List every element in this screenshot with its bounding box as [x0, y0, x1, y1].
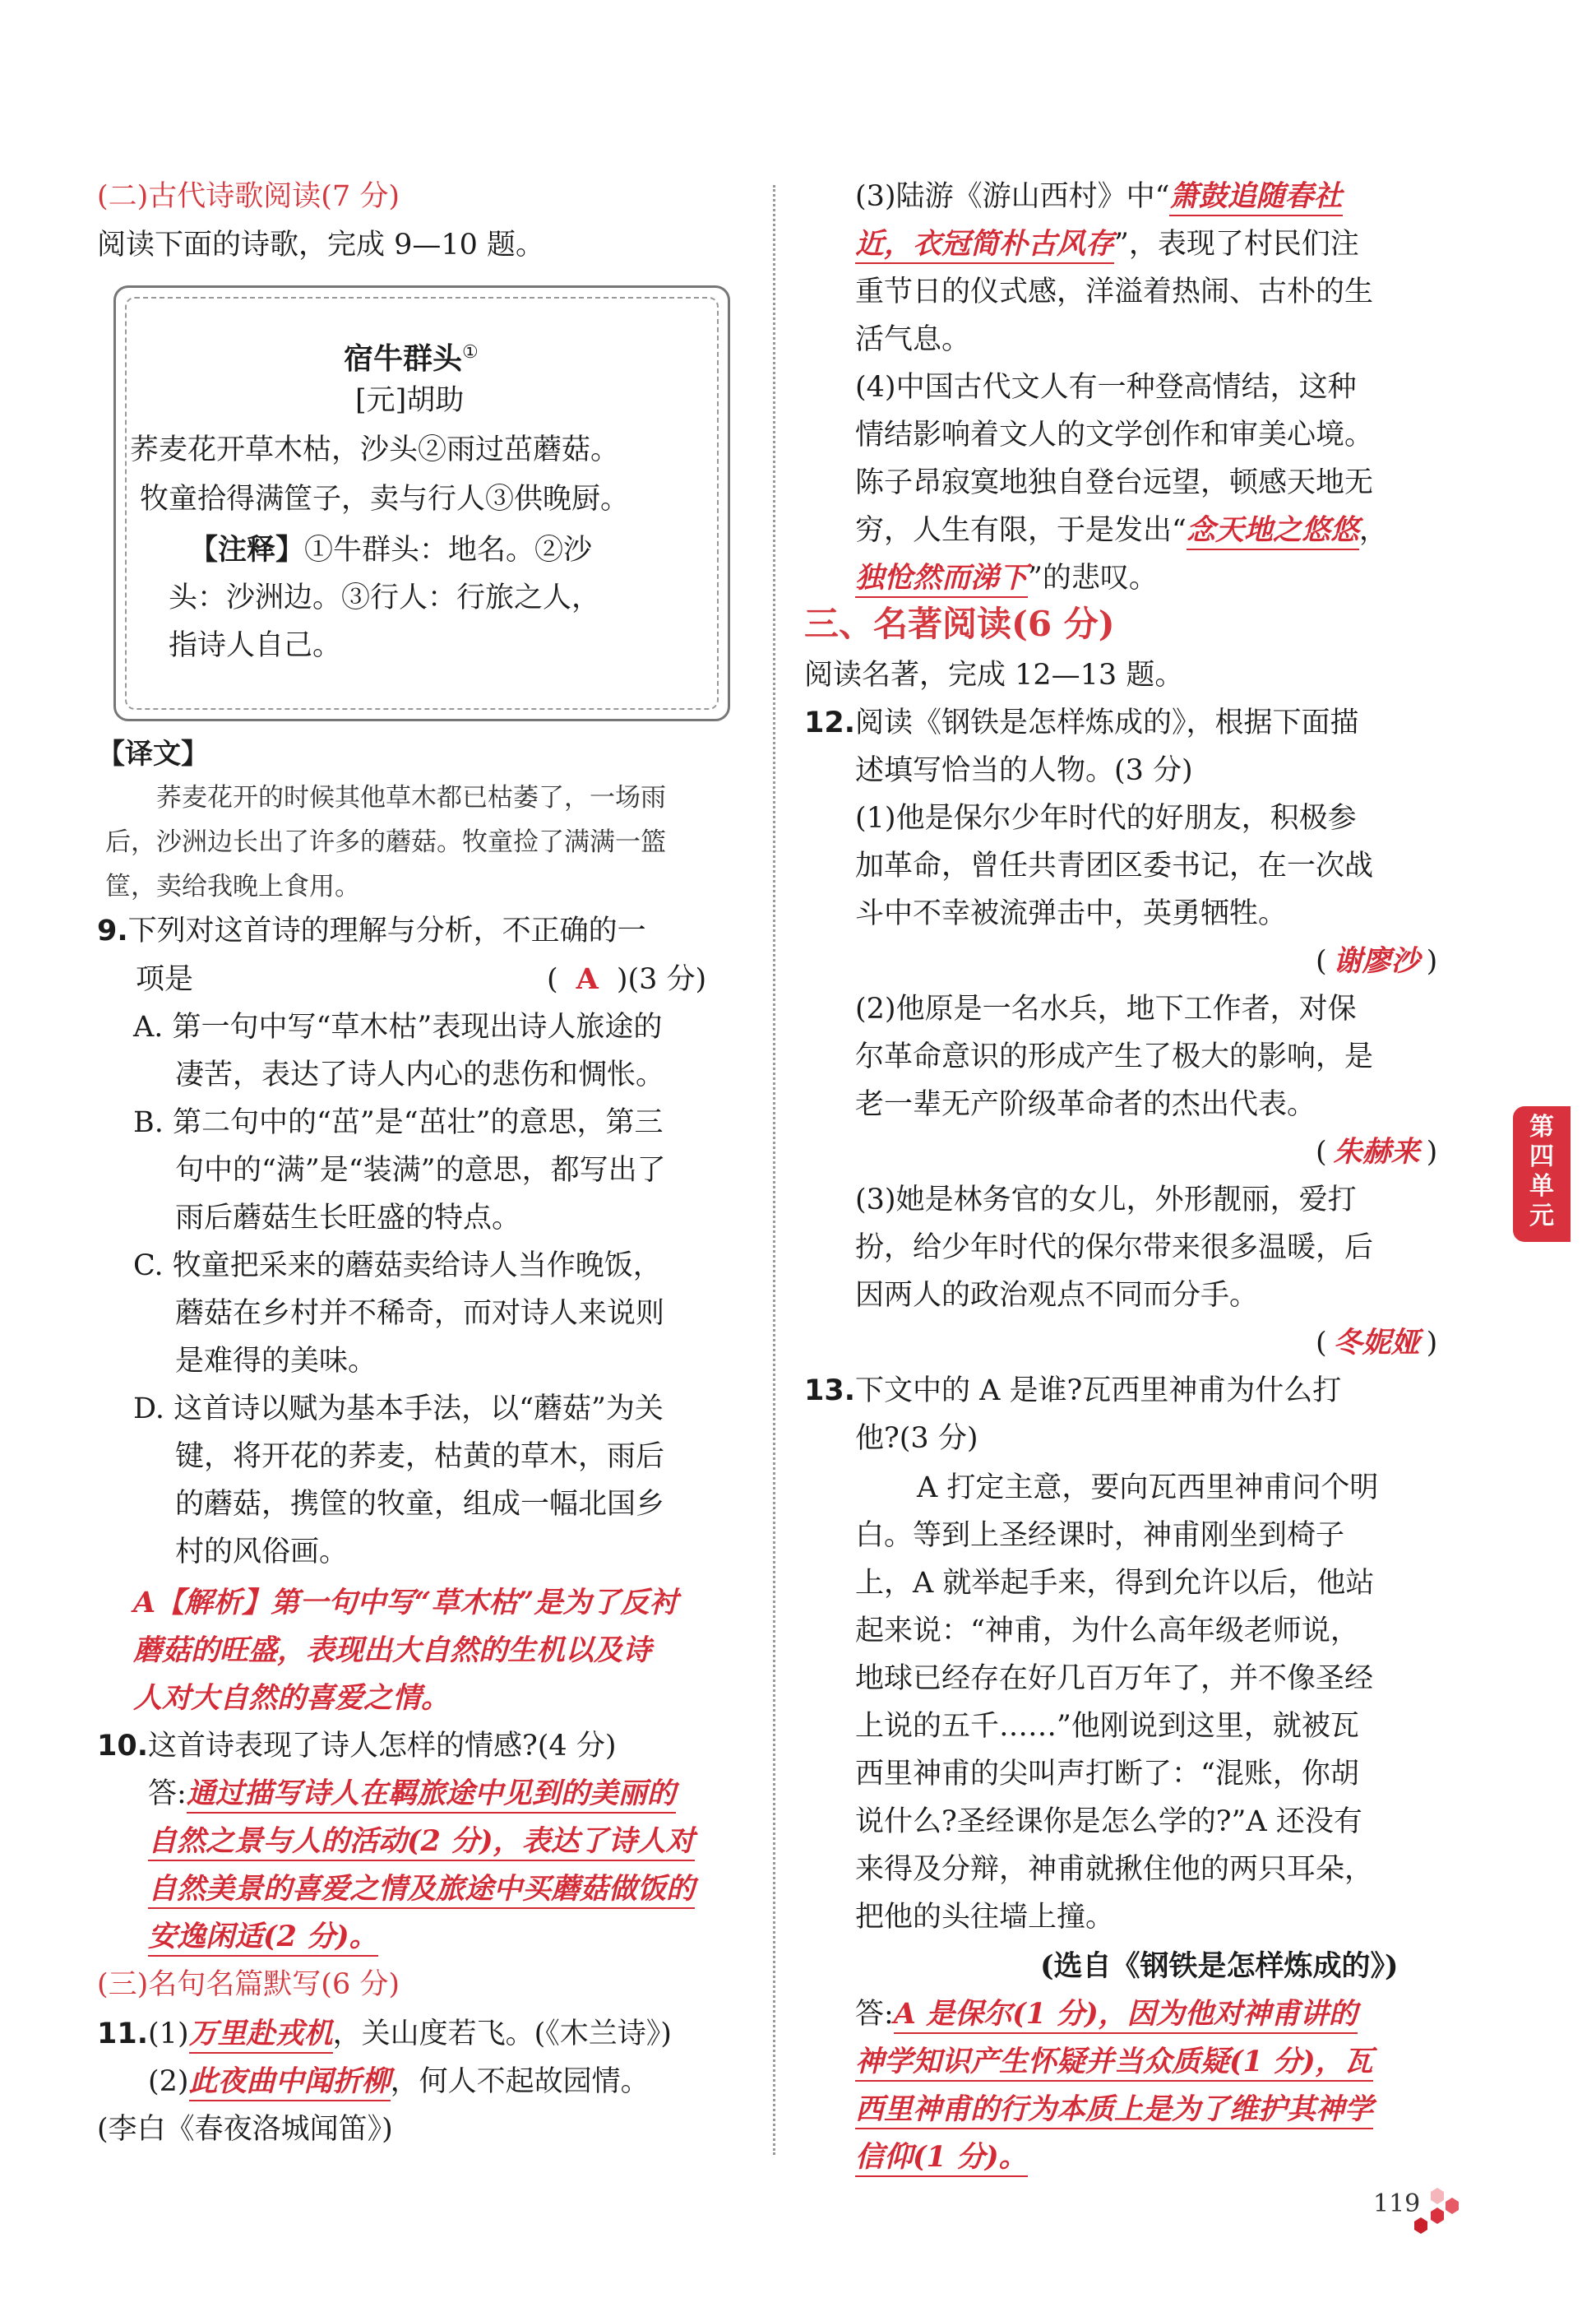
- answer-text: 独怆然而涕下: [855, 561, 1028, 598]
- poem-title-text: 宿牛群头: [344, 341, 463, 376]
- analysis: A【解析】第一句中写“草木枯”是为了反衬: [133, 1586, 678, 1619]
- tab-char: 第: [1529, 1113, 1554, 1142]
- page-number: 119: [1373, 2189, 1421, 2218]
- question-11: [97, 2014, 672, 2054]
- section-heading-main: 三、名著阅读(6 分): [804, 604, 1115, 644]
- poem-title-note: ①: [462, 342, 479, 363]
- question-11-3: [855, 225, 1359, 264]
- answer-label: 答:: [148, 1777, 187, 1810]
- question-text: ，何人不起故园情。: [390, 2065, 650, 2098]
- item-number: (1): [148, 2018, 189, 2050]
- paren: ): [1426, 1327, 1438, 1360]
- question-text: ”的悲叹。: [1028, 562, 1158, 595]
- passage-line: 说什么?圣经课你是怎么学的?”A 还没有: [855, 1805, 1362, 1838]
- question-number: 10.: [97, 1730, 149, 1763]
- item-text: (2)他原是一名水兵，地下工作者，对保: [855, 993, 1357, 1026]
- item-text: 斗中不幸被流弹击中，英勇牺牲。: [855, 897, 1288, 930]
- option-d: D. 这首诗以赋为基本手法，以“蘑菇”为关: [133, 1392, 664, 1425]
- answer-text: 安逸闲适(2 分)。: [148, 1920, 378, 1957]
- question-11-2: [148, 2062, 650, 2101]
- tab-char: 单: [1529, 1172, 1554, 1201]
- translation-label: 【译文】: [97, 738, 209, 771]
- item-text: 加革命，曾任共青团区委书记，在一次战: [855, 850, 1374, 883]
- question-text: 这首诗表现了诗人怎样的情感?(4 分): [148, 1730, 617, 1763]
- question-text: 述填写恰当的人物。(3 分): [855, 754, 1193, 787]
- passage-line: 西里神甫的尖叫声打断了：“混账，你胡: [855, 1758, 1359, 1791]
- question-10: [97, 1726, 617, 1766]
- item-text: (3)她是林务官的女儿，外形靓丽，爱打: [855, 1184, 1357, 1216]
- analysis: 人对大自然的喜爱之情。: [133, 1681, 451, 1715]
- answer-label: 答:: [855, 1998, 894, 2031]
- poem-note: [189, 530, 592, 570]
- question-number: 9.: [97, 915, 128, 947]
- poem-line: 牧童拾得满筐子，卖与行人③供晚厨。: [140, 483, 630, 516]
- question-number: 12.: [804, 706, 856, 739]
- answer-text: 自然之景与人的活动(2 分)，表达了诗人对: [148, 1824, 695, 1861]
- answer-line: [148, 1869, 695, 1909]
- option-text: 凄苦，表达了诗人内心的悲伤和惆怅。: [175, 1059, 665, 1091]
- passage-line: 白。等到上圣经课时，神甫刚坐到椅子: [855, 1519, 1345, 1552]
- answer-line: [855, 2042, 1373, 2082]
- instruction: 阅读下面的诗歌，完成 9—10 题。: [97, 229, 545, 262]
- column-divider: [773, 185, 775, 2155]
- answer-line: [855, 1994, 1358, 2034]
- question-text: 情结影响着文人的文学创作和审美心境。: [855, 419, 1374, 452]
- passage-line: 起来说：“神甫，为什么高年级老师说，: [855, 1615, 1359, 1647]
- item-text: 尔革命意识的形成产生了极大的影响，是: [855, 1040, 1374, 1073]
- answer-text: 信仰(1 分)。: [855, 2140, 1028, 2177]
- question-text: 项是: [136, 963, 194, 996]
- answer-line: [148, 1822, 695, 1861]
- poem-note: 头：沙洲边。③行人：行旅之人，: [169, 581, 601, 614]
- item-text: 因两人的政治观点不同而分手。: [855, 1279, 1259, 1312]
- answer-slot: [547, 960, 706, 999]
- question-number: 11.: [97, 2018, 149, 2050]
- unit-tab: [1513, 1106, 1571, 1242]
- question-text: (4)中国古代文人有一种登高情结，这种: [855, 371, 1357, 404]
- question-text: 他?(3 分): [855, 1422, 978, 1455]
- answer-text: 神学知识产生怀疑并当众质疑(1 分)，瓦: [855, 2045, 1373, 2082]
- answer-text: 谢廖沙: [1333, 944, 1420, 978]
- passage-line: A 打定主意，要向瓦西里神甫问个明: [917, 1471, 1379, 1504]
- option-c: C. 牧童把采来的蘑菇卖给诗人当作晚饭，: [133, 1249, 662, 1282]
- translation-line: 后，沙洲边长出了许多的蘑菇。牧童捡了满满一篮: [105, 827, 666, 857]
- answer-text: 冬妮娅: [1333, 1326, 1420, 1360]
- hexagon-dots-icon: [1406, 2184, 1472, 2249]
- answer-text: 通过描写诗人在羁旅途中见到的美丽的: [187, 1777, 676, 1814]
- answer-text: 万里赴戎机: [189, 2017, 333, 2054]
- question-text: 阅读《钢铁是怎样炼成的》，根据下面描: [855, 706, 1359, 739]
- section-heading: (三)名句名篇默写(6 分): [97, 1968, 400, 2001]
- question-text: 陈子昂寂寞地独自登台远望，顿感天地无: [855, 466, 1374, 499]
- answer-text: 朱赫来: [1333, 1135, 1420, 1169]
- option-text: 的蘑菇，携筐的牧童，组成一幅北国乡: [175, 1488, 665, 1521]
- poem-author: [元]胡助: [355, 384, 465, 417]
- option-text: 蘑菇在乡村并不稀奇，而对诗人来说则: [175, 1297, 665, 1330]
- passage-line: 把他的头往墙上撞。: [855, 1901, 1115, 1934]
- paren: ): [1426, 945, 1438, 978]
- question-11-4: [855, 558, 1158, 598]
- paren: (: [1316, 1327, 1327, 1360]
- question-text: (3)陆游《游山西村》中“: [855, 180, 1170, 213]
- answer-text: A 是保尔(1 分)，因为他对神甫讲的: [894, 1997, 1358, 2034]
- option-text: 键，将开花的荞麦，枯黄的草木，雨后: [175, 1440, 665, 1473]
- option-text: 是难得的美味。: [175, 1345, 377, 1378]
- question-12: [804, 703, 1359, 743]
- translation-line: 荞麦花开的时候其他草木都已枯萎了，一场雨: [156, 783, 666, 813]
- question-9: [97, 911, 646, 951]
- answer-text: 箫鼓追随春社: [1169, 179, 1342, 216]
- paren: (: [1316, 1136, 1327, 1169]
- poem-title: [344, 333, 479, 378]
- note-text: ①牛群头：地名。②沙: [304, 534, 593, 567]
- question-11-3: [855, 177, 1343, 216]
- question-13: [804, 1371, 1341, 1411]
- answer-text: 此夜曲中闻折柳: [189, 2064, 391, 2101]
- poem-line: 荞麦花开草木枯，沙头②雨过茁蘑菇。: [130, 433, 620, 466]
- question-text: ，: [1358, 514, 1388, 547]
- item-text: 扮，给少年时代的保尔带来很多温暖，后: [855, 1231, 1374, 1264]
- answer-text: 念天地之悠悠: [1187, 513, 1359, 550]
- answer-line: [148, 1774, 676, 1814]
- paren: ): [1426, 1136, 1438, 1169]
- passage-line: 来得及分辩，神甫就揪住他的两只耳朵，: [855, 1853, 1374, 1886]
- option-b: B. 第二句中的“茁”是“茁壮”的意思，第三: [133, 1106, 664, 1139]
- section-heading: (二)古代诗歌阅读(7 分): [97, 180, 400, 213]
- item-text: (1)他是保尔少年时代的好朋友，积极参: [855, 802, 1357, 835]
- answer-slot: [1316, 942, 1437, 981]
- paren: (: [547, 963, 558, 996]
- note-label: 【注释】: [189, 533, 305, 567]
- question-text: ”，表现了村民们注: [1114, 228, 1359, 261]
- tab-char: 元: [1529, 1202, 1554, 1230]
- option-a: A. 第一句中写“草木枯”表现出诗人旅途的: [133, 1011, 663, 1044]
- answer-text: 西里神甫的行为本质上是为了维护其神学: [855, 2092, 1373, 2129]
- paren: (: [1316, 945, 1327, 978]
- answer-choice: A: [576, 962, 599, 996]
- answer-slot: [1316, 1133, 1437, 1172]
- tab-char: 四: [1529, 1142, 1554, 1171]
- poem-note: 指诗人自己。: [169, 629, 342, 662]
- question-text: ，关山度若飞。(《木兰诗》): [332, 2018, 672, 2050]
- passage-source: (选自《钢铁是怎样炼成的》): [1040, 1949, 1399, 1983]
- answer-line: [855, 2138, 1028, 2177]
- answer-text: 自然美景的喜爱之情及旅途中买蘑菇做饭的: [148, 1872, 695, 1909]
- answer-line: [855, 2090, 1373, 2129]
- question-11-4: [855, 511, 1388, 550]
- question-text: 下列对这首诗的理解与分析，不正确的一: [127, 915, 646, 947]
- passage-line: 地球已经存在好几百万年了，并不像圣经: [855, 1662, 1374, 1695]
- question-text: 重节日的仪式感，洋溢着热闹、古朴的生: [855, 276, 1374, 308]
- question-text: 穷，人生有限，于是发出“: [855, 514, 1187, 547]
- instruction: 阅读名著，完成 12—13 题。: [804, 659, 1184, 692]
- score: )(3 分): [616, 963, 707, 996]
- option-text: 村的风俗画。: [175, 1536, 349, 1568]
- option-text: 雨后蘑菇生长旺盛的特点。: [175, 1202, 521, 1235]
- answer-text: 近，衣冠简朴古风存: [855, 227, 1114, 264]
- item-number: (2): [148, 2065, 189, 2098]
- question-number: 13.: [804, 1374, 856, 1407]
- passage-line: 上说的五千……”他刚说到这里，就被瓦: [855, 1710, 1359, 1743]
- analysis: 蘑菇的旺盛，表现出大自然的生机以及诗: [133, 1633, 652, 1667]
- option-text: 句中的“满”是“装满”的意思，都写出了: [175, 1154, 666, 1187]
- citation: (李白《春夜洛城闻笛》): [97, 2113, 393, 2146]
- answer-line: [148, 1917, 378, 1957]
- question-text: 活气息。: [855, 323, 971, 356]
- passage-line: 上，A 就举起手来，得到允许以后，他站: [855, 1567, 1375, 1600]
- item-text: 老一辈无产阶级革命者的杰出代表。: [855, 1088, 1316, 1121]
- answer-slot: [1316, 1323, 1437, 1363]
- question-text: 下文中的 A 是谁?瓦西里神甫为什么打: [855, 1374, 1342, 1407]
- translation-line: 筐，卖给我晚上食用。: [105, 872, 360, 901]
